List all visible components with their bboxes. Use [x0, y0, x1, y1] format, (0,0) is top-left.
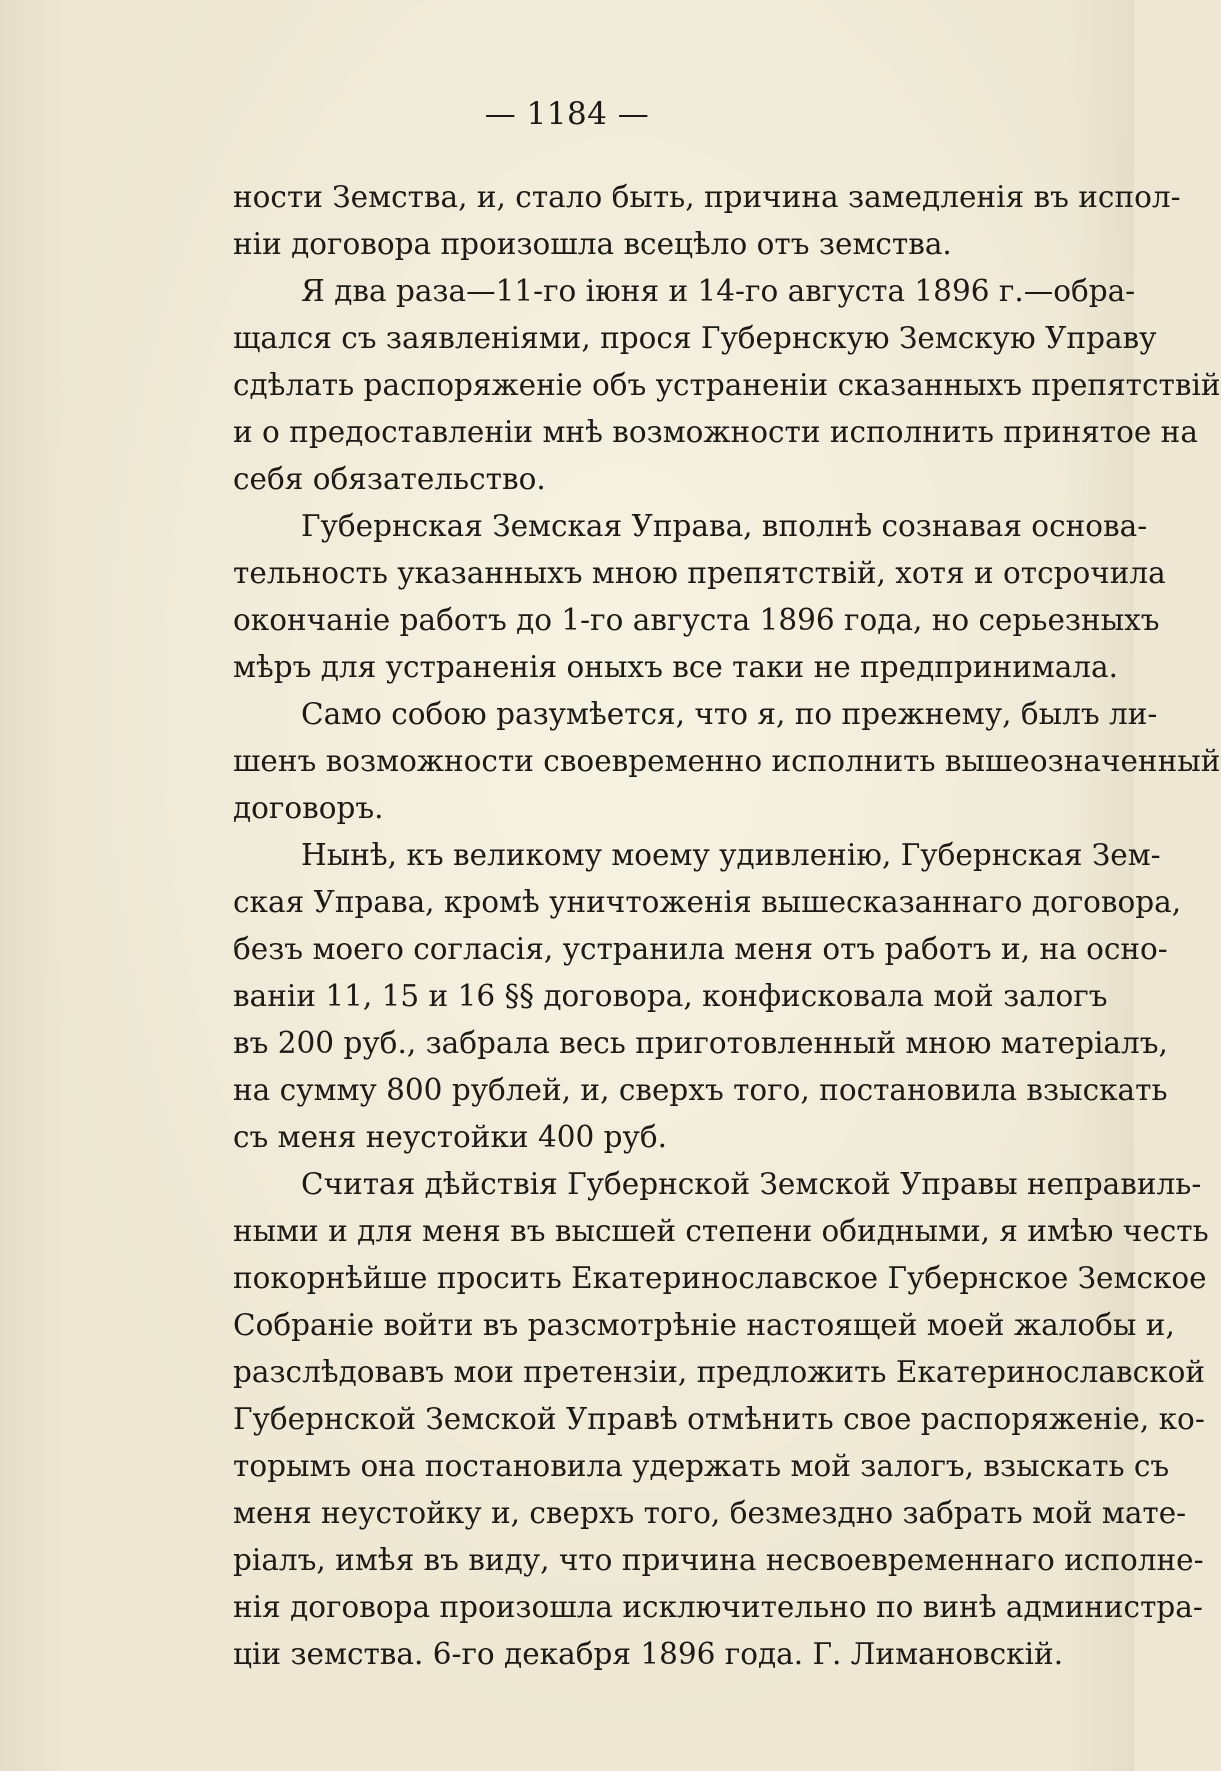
text-line: Само собою разумѣется, что я, по прежнему, былъ ли-: [301, 697, 1158, 731]
text-line: меня неустойку и, сверхъ того, безмездно забрать мой мате-: [233, 1496, 1187, 1530]
text-line: Губернской Земской Управѣ отмѣнить свое распоряженіе, ко-: [233, 1402, 1205, 1436]
text-line: окончаніе работъ до 1-го августа 1896 года, но серьезныхъ: [233, 603, 1160, 637]
text-line: ніи договора произошла всецѣло отъ земства.: [233, 227, 952, 261]
text-line: себя обязательство.: [233, 462, 546, 496]
text-line: въ 200 руб., забрала весь приготовленный мною матеріалъ,: [233, 1026, 1168, 1060]
text-line: торымъ она постановила удержать мой залогъ, взыскать съ: [233, 1449, 1170, 1483]
body-text: [233, 174, 1221, 1678]
text-line: Я два раза—11-го іюня и 14-го августа 1896 г.—обра-: [301, 274, 1136, 308]
text-line: покорнѣйше просить Екатеринославское Губернское Земское: [233, 1261, 1207, 1295]
text-line: Нынѣ, къ великому моему удивленію, Губернская Зем-: [301, 838, 1161, 872]
text-line: ская Управа, кромѣ уничтоженія вышесказаннаго договора,: [233, 885, 1182, 919]
text-line: ціи земства. 6-го декабря 1896 года. Г. Лимановскій.: [233, 1637, 1064, 1671]
text-line: ріалъ, имѣя въ виду, что причина несвоевременнаго исполне-: [233, 1543, 1204, 1577]
text-line: и о предоставленіи мнѣ возможности исполнить принятое на: [233, 415, 1198, 449]
text-line: договоръ.: [233, 791, 384, 825]
text-line: разслѣдовавъ мои претензіи, предложить Екатеринославской: [233, 1355, 1205, 1389]
page-number: — 1184 —: [484, 96, 650, 132]
text-line: Губернская Земская Управа, вполнѣ сознавая основа-: [301, 509, 1148, 543]
text-line: сдѣлать распоряженіе объ устраненіи сказанныхъ препятствій: [233, 368, 1221, 402]
text-line: ными и для меня въ высшей степени обидными, я имѣю честь: [233, 1214, 1209, 1248]
text-line: ности Земства, и, стало быть, причина замедленія въ испол-: [233, 180, 1181, 214]
text-line: ваніи 11, 15 и 16 §§ договора, конфисковала мой залогъ: [233, 979, 1108, 1013]
text-line: мѣръ для устраненія оныхъ все таки не предпринимала.: [233, 650, 1118, 684]
text-line: безъ моего согласія, устранила меня отъ работъ и, на осно-: [233, 932, 1168, 966]
text-line: нія договора произошла исключительно по винѣ администра-: [233, 1590, 1203, 1624]
text-line: Собраніе войти въ разсмотрѣніе настоящей моей жалобы и,: [233, 1308, 1175, 1342]
text-line: съ меня неустойки 400 руб.: [233, 1120, 668, 1154]
text-line: Считая дѣйствія Губернской Земской Управы неправиль-: [301, 1167, 1202, 1201]
text-line: шенъ возможности своевременно исполнить вышеозначенный: [233, 744, 1221, 778]
text-line: на сумму 800 рублей, и, сверхъ того, постановила взыскать: [233, 1073, 1168, 1107]
text-line: щался съ заявленіями, прося Губернскую Земскую Управу: [233, 321, 1157, 355]
text-line: тельность указанныхъ мною препятствій, хотя и отсрочила: [233, 556, 1166, 590]
